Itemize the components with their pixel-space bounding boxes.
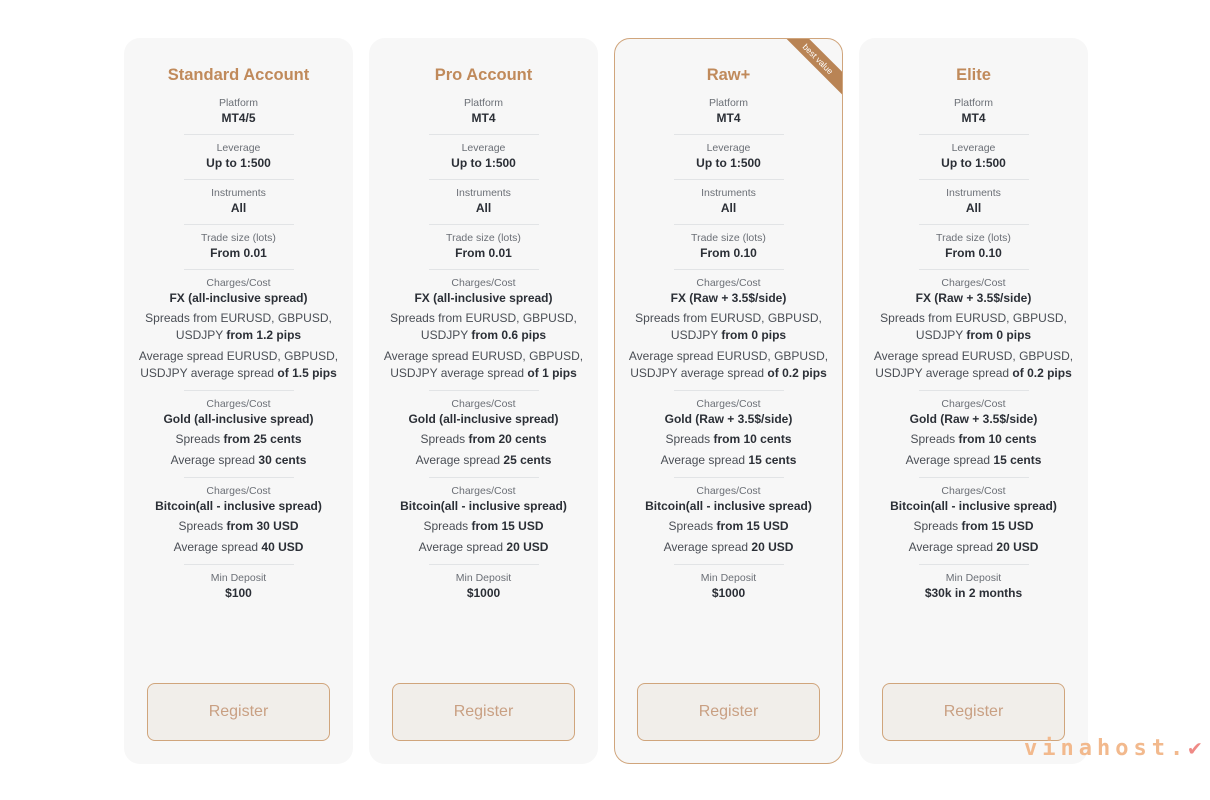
divider xyxy=(184,224,294,225)
divider xyxy=(919,269,1029,270)
platform-label: Platform xyxy=(708,97,749,109)
divider xyxy=(429,477,539,478)
gold-cost-label: Charges/Cost xyxy=(451,398,516,410)
platform-value: MT4 xyxy=(961,111,986,125)
best-value-ribbon: best value xyxy=(777,38,843,100)
fx-cost-title: FX (Raw + 3.5$/side) xyxy=(915,291,1032,305)
fx-cost-title: FX (Raw + 3.5$/side) xyxy=(670,291,787,305)
min-deposit-label: Min Deposit xyxy=(455,572,512,584)
fx-cost-label: Charges/Cost xyxy=(451,277,516,289)
bitcoin-cost-title: Bitcoin(all - inclusive spread) xyxy=(645,499,812,513)
gold-cost-title: Gold (all-inclusive spread) xyxy=(163,412,314,426)
leverage-label: Leverage xyxy=(951,142,996,154)
card-elite xyxy=(859,38,1088,764)
divider xyxy=(184,390,294,391)
trade-size-value: From 0.10 xyxy=(945,246,1002,260)
card-standard-account xyxy=(124,38,353,764)
leverage-label: Leverage xyxy=(706,142,751,154)
min-deposit-label: Min Deposit xyxy=(700,572,757,584)
bitcoin-average: Average spread 40 USD xyxy=(173,540,304,554)
min-deposit-value: $1000 xyxy=(466,586,501,600)
bitcoin-cost-label: Charges/Cost xyxy=(941,485,1006,497)
fx-average: Average spread EURUSD, GBPUSD, USDJPY average spread of 0.2 pips xyxy=(628,349,829,380)
trade-size-value: From 0.01 xyxy=(455,246,512,260)
trade-size-label: Trade size (lots) xyxy=(201,232,276,244)
trade-size-value: From 0.01 xyxy=(210,246,267,260)
gold-cost-title: Gold (Raw + 3.5$/side) xyxy=(909,412,1038,426)
gold-cost-title: Gold (Raw + 3.5$/side) xyxy=(664,412,793,426)
trade-size-label: Trade size (lots) xyxy=(936,232,1011,244)
min-deposit-value: $1000 xyxy=(711,586,746,600)
fx-cost-label: Charges/Cost xyxy=(941,277,1006,289)
platform-value: MT4 xyxy=(716,111,741,125)
divider xyxy=(184,179,294,180)
watermark-text: vinahost. xyxy=(1024,736,1189,761)
instruments-label: Instruments xyxy=(946,187,1001,199)
gold-average: Average spread 15 cents xyxy=(905,453,1042,467)
divider xyxy=(674,179,784,180)
platform-label: Platform xyxy=(218,97,259,109)
platform-label: Platform xyxy=(953,97,994,109)
card-title: Standard Account xyxy=(167,66,310,84)
leverage-label: Leverage xyxy=(216,142,261,154)
min-deposit-label: Min Deposit xyxy=(945,572,1002,584)
divider xyxy=(919,224,1029,225)
fx-average: Average spread EURUSD, GBPUSD, USDJPY average spread of 1 pips xyxy=(383,349,584,380)
card-title: Elite xyxy=(956,66,991,84)
account-cards xyxy=(124,38,1088,764)
fx-cost-title: FX (all-inclusive spread) xyxy=(169,291,308,305)
card-pro-account xyxy=(369,38,598,764)
gold-spread: Spreads from 20 cents xyxy=(420,432,547,446)
min-deposit-value: $30k in 2 months xyxy=(924,586,1023,600)
min-deposit-value: $100 xyxy=(225,586,252,600)
trade-size-label: Trade size (lots) xyxy=(446,232,521,244)
register-button[interactable]: Register xyxy=(882,683,1065,741)
divider xyxy=(184,477,294,478)
register-button[interactable]: Register xyxy=(392,683,575,741)
divider xyxy=(919,564,1029,565)
divider xyxy=(184,134,294,135)
min-deposit-label: Min Deposit xyxy=(210,572,267,584)
instruments-label: Instruments xyxy=(701,187,756,199)
fx-average: Average spread EURUSD, GBPUSD, USDJPY average spread of 1.5 pips xyxy=(138,349,339,380)
bitcoin-cost-label: Charges/Cost xyxy=(696,485,761,497)
instruments-label: Instruments xyxy=(456,187,511,199)
bitcoin-spread: Spreads from 30 USD xyxy=(178,519,299,533)
divider xyxy=(674,134,784,135)
platform-value: MT4/5 xyxy=(221,111,256,125)
leverage-value: Up to 1:500 xyxy=(451,156,516,170)
fx-cost-label: Charges/Cost xyxy=(696,277,761,289)
bitcoin-cost-title: Bitcoin(all - inclusive spread) xyxy=(400,499,567,513)
bitcoin-cost-label: Charges/Cost xyxy=(451,485,516,497)
instruments-value: All xyxy=(720,201,737,215)
gold-cost-label: Charges/Cost xyxy=(941,398,1006,410)
trade-size-label: Trade size (lots) xyxy=(691,232,766,244)
instruments-value: All xyxy=(475,201,492,215)
checkmark-icon: ✔ xyxy=(1188,736,1202,761)
gold-average: Average spread 30 cents xyxy=(170,453,307,467)
fx-spread: Spreads from EURUSD, GBPUSD, USDJPY from 0 pips xyxy=(635,311,822,342)
divider xyxy=(674,269,784,270)
divider xyxy=(429,269,539,270)
divider xyxy=(429,179,539,180)
bitcoin-average: Average spread 20 USD xyxy=(663,540,794,554)
divider xyxy=(674,224,784,225)
divider xyxy=(184,564,294,565)
instruments-value: All xyxy=(230,201,247,215)
leverage-value: Up to 1:500 xyxy=(206,156,271,170)
gold-average: Average spread 25 cents xyxy=(415,453,552,467)
register-button[interactable]: Register xyxy=(637,683,820,741)
bitcoin-average: Average spread 20 USD xyxy=(908,540,1039,554)
divider xyxy=(429,134,539,135)
gold-cost-label: Charges/Cost xyxy=(696,398,761,410)
platform-label: Platform xyxy=(463,97,504,109)
divider xyxy=(919,477,1029,478)
leverage-value: Up to 1:500 xyxy=(941,156,1006,170)
divider xyxy=(429,224,539,225)
card-title: Raw+ xyxy=(706,66,751,84)
fx-average: Average spread EURUSD, GBPUSD, USDJPY average spread of 0.2 pips xyxy=(873,349,1074,380)
vinahost-watermark xyxy=(1024,736,1201,761)
bitcoin-cost-title: Bitcoin(all - inclusive spread) xyxy=(890,499,1057,513)
bitcoin-cost-label: Charges/Cost xyxy=(206,485,271,497)
divider xyxy=(674,477,784,478)
divider xyxy=(919,390,1029,391)
fx-spread: Spreads from EURUSD, GBPUSD, USDJPY from 0.6 pips xyxy=(390,311,577,342)
gold-cost-title: Gold (all-inclusive spread) xyxy=(408,412,559,426)
gold-average: Average spread 15 cents xyxy=(660,453,797,467)
leverage-value: Up to 1:500 xyxy=(696,156,761,170)
fx-cost-label: Charges/Cost xyxy=(206,277,271,289)
gold-cost-label: Charges/Cost xyxy=(206,398,271,410)
instruments-value: All xyxy=(965,201,982,215)
bitcoin-spread: Spreads from 15 USD xyxy=(668,519,789,533)
divider xyxy=(429,564,539,565)
platform-value: MT4 xyxy=(471,111,496,125)
gold-spread: Spreads from 10 cents xyxy=(665,432,792,446)
bitcoin-cost-title: Bitcoin(all - inclusive spread) xyxy=(155,499,322,513)
divider xyxy=(674,564,784,565)
bitcoin-spread: Spreads from 15 USD xyxy=(423,519,544,533)
gold-spread: Spreads from 10 cents xyxy=(910,432,1037,446)
card-raw-plus xyxy=(614,38,843,764)
divider xyxy=(919,134,1029,135)
divider xyxy=(674,390,784,391)
instruments-label: Instruments xyxy=(211,187,266,199)
divider xyxy=(919,179,1029,180)
divider xyxy=(184,269,294,270)
fx-spread: Spreads from EURUSD, GBPUSD, USDJPY from 0 pips xyxy=(880,311,1067,342)
trade-size-value: From 0.10 xyxy=(700,246,757,260)
fx-spread: Spreads from EURUSD, GBPUSD, USDJPY from 1.2 pips xyxy=(145,311,332,342)
card-title: Pro Account xyxy=(434,66,533,84)
leverage-label: Leverage xyxy=(461,142,506,154)
gold-spread: Spreads from 25 cents xyxy=(175,432,302,446)
bitcoin-spread: Spreads from 15 USD xyxy=(913,519,1034,533)
register-button[interactable]: Register xyxy=(147,683,330,741)
fx-cost-title: FX (all-inclusive spread) xyxy=(414,291,553,305)
bitcoin-average: Average spread 20 USD xyxy=(418,540,549,554)
divider xyxy=(429,390,539,391)
